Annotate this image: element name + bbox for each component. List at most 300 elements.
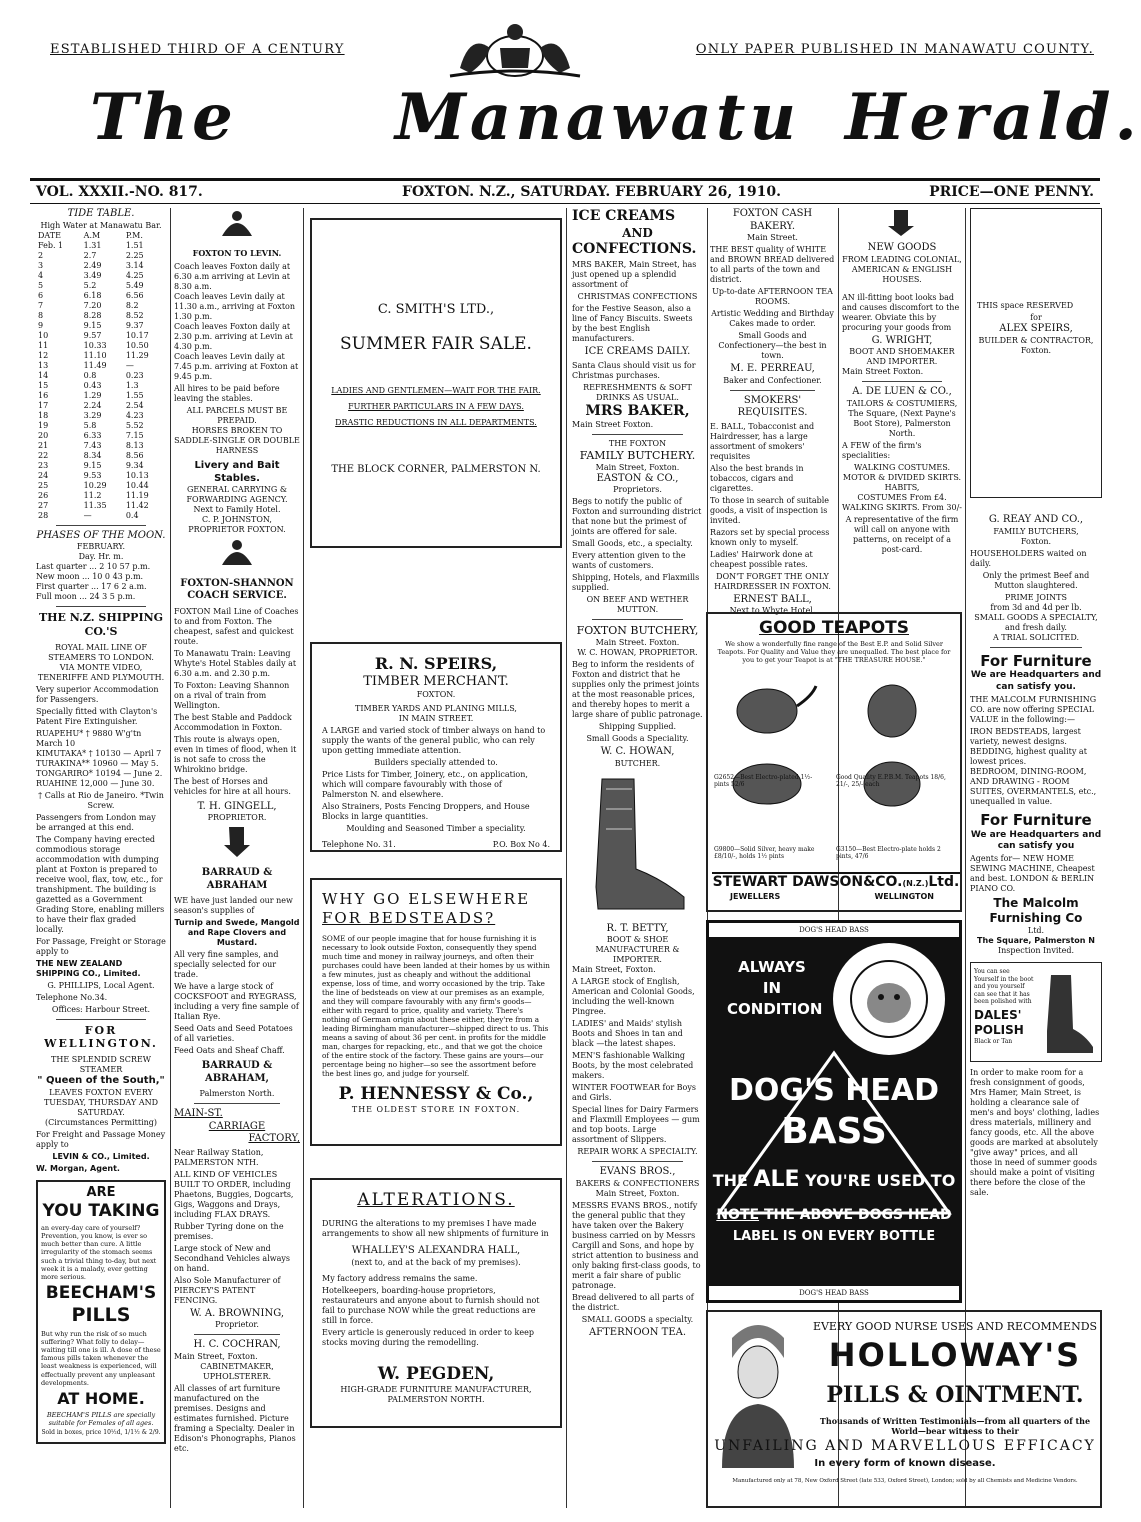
jewellers: JEWELLERS (730, 892, 781, 901)
tide-row (36, 321, 166, 331)
main-st: MAIN-ST. (174, 1108, 223, 1120)
livery-title: Livery and Bait Stables. (194, 460, 280, 484)
wright-name: G. WRIGHT, (871, 334, 933, 346)
shipping-telephone: Telephone No.34. (36, 992, 108, 1002)
steamer-list (36, 729, 166, 789)
tide-cell: 9.37 (125, 320, 144, 330)
why-elsewhere: WHY GO ELSEWHERE (322, 890, 531, 908)
deluen-item: WALKING SKIRTS. From 30/- (842, 502, 962, 512)
ice-creams-title (572, 208, 703, 226)
deluen-text: A FEW of the firm's specialities: (842, 440, 922, 460)
column-2 (174, 208, 300, 1513)
pegden-advert (310, 1178, 562, 1428)
cochran-addr: Main Street, Foxton. (174, 1351, 258, 1361)
steamer-row: RUAHINE 12,000 — June 30. (36, 778, 155, 788)
ball-name: ERNEST BALL, (733, 593, 812, 605)
family-butchery: FAMILY BUTCHERY. (579, 449, 696, 462)
parcels-notice: ALL PARCELS MUST BE PREPAID. (186, 406, 288, 426)
wright-address: Main Street Foxton. (842, 367, 924, 377)
speirs-role: TIMBER MERCHANT. (363, 674, 509, 689)
shipping-text: Passengers from London may be arranged at this end. (36, 812, 156, 832)
reay-text2: Only the primest Beef and Mutton slaughtered. (982, 570, 1090, 590)
tide-cell: 21 (38, 440, 49, 450)
shipping-text: Very superior Accommodation for Passengers. (36, 684, 159, 704)
tide-cell: 5.2 (83, 280, 97, 290)
tide-cell: 16 (38, 390, 49, 400)
steamer-row: TONGARIRO* 10194 — June 2. (36, 768, 163, 778)
tide-row (36, 261, 166, 271)
wellington-perm: (Circumstances Permitting) (44, 1117, 158, 1127)
betty-repair: REPAIR WORK A SPECIALTY. (577, 1147, 698, 1157)
tide-header-cell: A.M (83, 230, 101, 240)
tide-cell: 10.50 (125, 340, 149, 350)
tide-cell: 11.42 (125, 500, 149, 510)
steamer-row: RUAPEHU* † 9880 W'g'tn March 10 (36, 728, 142, 748)
reay-town: Foxton. (1020, 536, 1052, 546)
wright-text: AN ill-fitting boot looks bad and causes discomfort to the wearer. Obviate this by procuring your goods from (842, 292, 960, 332)
bass-ale: ALE (753, 1167, 800, 1192)
baker-text: MRS BAKER, Main Street, has just opened up a splendid assortment of (572, 260, 697, 289)
tide-row (36, 341, 166, 351)
tide-cell: 0.43 (83, 380, 102, 390)
holloway-every-kind: In every form of known disease. (814, 1458, 996, 1469)
always-in-condition (727, 957, 823, 1020)
deluen-item: HABITS, (884, 482, 920, 492)
smith-sale: SUMMER FAIR SALE. (340, 334, 532, 355)
royal-arms-icon (174, 208, 300, 240)
coach-text3: This route is always open, even in times of flood, when it is not safe to cross the Whirokino bridge. (174, 734, 297, 774)
levin-schedule-row: Coach leaves Foxton daily at 2.30 p.m. arriving at Levin at 4.30 p.m. (174, 322, 293, 352)
tide-cell: 1.31 (83, 240, 102, 250)
smith-address: THE BLOCK CORNER, PALMERSTON N. (331, 463, 541, 475)
baker-text2: for the Festive Season, also a line of Fancy Biscuits. Sweets by the best English manufacturers. (572, 304, 693, 343)
bass-in: IN (762, 979, 782, 997)
speirs-street: IN MAIN STREET. (398, 714, 474, 724)
tide-row (36, 291, 166, 301)
butchery-address: Main Street, Foxton. (595, 462, 680, 472)
shipping-agent-local: G. PHILLIPS, Local Agent. (47, 980, 155, 990)
beechams-advert (36, 1180, 166, 1444)
easton-text2: Small Goods, etc., a specialty. (572, 539, 693, 549)
alex-speirs-name: ALEX SPEIRS, (999, 323, 1073, 334)
wright-role: BOOT AND SHOEMAKER AND IMPORTER. (849, 347, 955, 367)
barraud-text2: All very fine samples, and specially selected for our trade. (174, 950, 279, 980)
alterations-text4: Every article is generously reduced in order to keep stocks moving during the remodelling. (322, 1327, 534, 1347)
confections-heading: CONFECTIONS. (572, 240, 697, 257)
tide-cell: 9.34 (125, 460, 144, 470)
tide-cell: 4.23 (125, 410, 144, 420)
beechams-home: AT HOME. (57, 1388, 145, 1408)
howan-shipping: Shipping Supplied. (598, 722, 677, 731)
tide-cell: 2.24 (83, 400, 102, 410)
alterations-text2: My factory address remains the same. (322, 1273, 478, 1283)
speirs-telephone: Telephone No. 31. (322, 840, 396, 850)
malcolm-square: The Square, Palmerston N (977, 936, 1095, 945)
the-ale (709, 1167, 959, 1192)
barraud-text: WE have just landed our new season's supplies of (174, 896, 293, 916)
malcolm-item: IRON BEDSTEADS, largest variety, newest designs. (970, 726, 1081, 746)
smith-company: C. SMITH'S LTD., (377, 302, 495, 317)
tide-cell: 8.56 (125, 450, 144, 460)
holloway-pills: PILLS & OINTMENT. (826, 1382, 1084, 1408)
trial-solicited: A TRIAL SOLICITED. (992, 632, 1080, 642)
howan-name: W. C. HOWAN, (600, 746, 675, 757)
column-3 (310, 208, 562, 1513)
tide-cell: 8.28 (83, 310, 102, 320)
moon-phase-row: New moon ... 10 0 43 p.m. (36, 572, 144, 581)
ice-creams-heading: ICE CREAMS (572, 208, 676, 224)
wellington-ship: " Queen of the South," (37, 1075, 165, 1086)
wellington-text: For Freight and Passage Money apply to (36, 1129, 166, 1149)
shipping-office: Offices: Harbour Street. (51, 1004, 151, 1014)
stewart-ltd: Ltd. (928, 874, 960, 890)
easton-text5: ON BEEF AND WETHER MUTTON. (586, 595, 689, 615)
title-word-the: The (90, 80, 237, 155)
moon-phase-row: Last quarter ... 2 10 57 p.m. (36, 562, 151, 571)
tide-cell: 17 (38, 400, 49, 410)
tide-row (36, 271, 166, 281)
royal-arms-icon (174, 535, 300, 569)
moon-phases-list (36, 562, 166, 602)
deluen-item: COSTUMES From £4. (857, 492, 947, 502)
bass-label: LABEL IS ON EVERY BOTTLE (732, 1229, 936, 1244)
tide-row (36, 451, 166, 461)
tide-cell: 9 (38, 320, 44, 330)
tide-cell: 7 (38, 300, 44, 310)
column-5 (710, 208, 835, 615)
betty-text4: WINTER FOOTWEAR for Boys and Girls. (572, 1083, 696, 1103)
holloway-maker: Manufactured only at 78, New Oxford Street (late 533, Oxford Street), London; sold by all Chemists and Medicine Vendors. (732, 1478, 1078, 1484)
pointing-hand-icon (842, 208, 962, 238)
why-text: SOME of our people imagine that for house furnishing it is necessary to look outside Foxton, consequently they spend much time and money in railway journeys, and often their purchases could have been landed at their homes by us within a few minutes, just as cheaply and without the additional expense, loss of time, and worry occasioned by the trip. Take the line of bedsteads on view at our premises as an example, and they will compare favourably with any firm's goods—either with regard to price, quality and variety. There's nothing of German origin about these either, they're from a leading Birmingham manufacturer—shipped direct to us. This means a saving of about 36 per cent. in profits for the middle man, charges for repacking, etc., and that we got the choice of the entire stock of the factory. These gains are yours—our percentage being no higher—so see the assortment before the best lines go, and judge for yourself. (322, 933, 550, 1078)
carrying-agency: GENERAL CARRYING & FORWARDING AGENCY. (186, 485, 288, 505)
shipping-text: Specially fitted with Clayton's Patent Fire Extinguisher. (36, 706, 158, 726)
deluen-role: TAILORS & COSTUMIERS, (846, 398, 958, 408)
and-heading: AND (622, 225, 653, 240)
tide-cell: 2.7 (83, 250, 97, 260)
shipping-text: For Passage, Freight or Storage apply to (36, 936, 166, 956)
speirs-town: FOXTON. (416, 690, 456, 700)
ball-text2: Also the best brands in tobaccos, cigars and cigarettes. (710, 463, 804, 493)
tide-cell: 3.49 (83, 270, 102, 280)
inspection-invited: Inspection Invited. (997, 946, 1075, 955)
tide-cell: 6.33 (83, 430, 102, 440)
smokers-title: SMOKERS' REQUISITES. (737, 394, 808, 418)
tide-header-cell: P.M. (125, 230, 143, 240)
tide-row (36, 491, 166, 501)
barraud-title: BARRAUD & ABRAHAM (201, 867, 273, 891)
alterations-hall2: (next to, and at the back of my premises). (351, 1257, 521, 1267)
gingell-name: T. H. GINGELL, (197, 800, 277, 812)
cash-bakery-text: THE BEST quality of WHITE and BROWN BREAD delivered to all parts of the town and district. (710, 245, 835, 284)
tide-cell: 6.56 (125, 290, 144, 300)
prime-price: from 3d and 4d per lb. (990, 602, 1082, 612)
rubber-text: Rubber Tyring done on the premises. (174, 1221, 284, 1241)
coach-train2: To Foxton: Leaving Shannon on a rival of train from Wellington. (174, 680, 290, 710)
tide-row (36, 501, 166, 511)
tide-cell: 10.13 (125, 470, 149, 480)
tide-cell: 10.33 (83, 340, 107, 350)
pointing-hand-icon (174, 823, 300, 859)
tide-cell: 2.25 (125, 250, 144, 260)
column-6 (842, 208, 962, 603)
issue-date: FOXTON. N.Z., SATURDAY. FEBRUARY 26, 1910. (402, 184, 781, 200)
speirs-name: R. N. SPEIRS, (374, 654, 498, 673)
tide-cell: 9.15 (83, 320, 102, 330)
ball-text5: Ladies' Hairwork done at cheapest possible rates. (710, 549, 813, 569)
stewart-firm: STEWART DAWSON&CO. (712, 874, 903, 890)
ball-address: Next to Whyte Hotel. (729, 606, 816, 615)
foxton-butchery: FOXTON BUTCHERY, (576, 624, 699, 638)
tide-cell: 11.49 (83, 360, 107, 370)
malcolm-text: THE MALCOLM FURNISHING CO. are now offering SPECIAL VALUE in the following:— (970, 694, 1097, 724)
levin-schedule (174, 262, 300, 382)
barraud-items: Turnip and Swede, Mangold and Rape Clovers and Mustard. (174, 918, 300, 948)
tide-cell: 7.15 (125, 430, 144, 440)
hamer-text: In order to make room for a fresh consignment of goods, Mrs Hamer, Main Street, is holding a clearance sale of men's and boys' clothing, ladies dress materials, millinery and fancy goods, etc. All the above goods are marked at absolutely "give away" prices, and all those in need of summer goods should make a point of visiting there before the close of the sale. (970, 1068, 1100, 1197)
for-bedsteads: FOR BEDSTEADS? (322, 908, 496, 927)
easton-text4: Shipping, Hotels, and Flaxmills supplied. (572, 573, 700, 593)
stewart-dawson (712, 872, 960, 890)
shipping-note: † Calls at Rio de Janeiro. *Twin Screw. (38, 790, 164, 810)
betty-text5: Special lines for Dairy Farmers and Flaxmill Employees — gum and top boots. Large assortment of Slippers. (572, 1105, 700, 1145)
tide-cell: 26 (38, 490, 49, 500)
shipping-agent: THE NEW ZEALAND SHIPPING CO., Limited. (36, 958, 141, 978)
note-line (709, 1207, 959, 1223)
beechams-foot: BEECHAM'S PILLS are specially suitable for Females of all ages. (46, 1410, 156, 1427)
tide-cell: 2.54 (125, 400, 144, 410)
bass-condition: CONDITION (727, 1000, 823, 1018)
tide-cell: 19 (38, 420, 49, 430)
perreau-name: M. E. PERREAU, (730, 363, 815, 374)
teapot-4-caption: G3150—Best Electro-plate holds 2 pints, 47/6 (836, 846, 941, 860)
reay-text: HOUSEHOLDERS waited on daily. (970, 548, 1087, 568)
beechams-text: an every-day care of yourself? Prevention, you know, is ever so much better than cure. A little irregularity of the stomach seems such a trivial thing to-day, but next week it is a malady, ever getting more serious. (41, 1224, 157, 1281)
tide-row (36, 431, 166, 441)
cochran-text: All classes of art furniture manufactured on the premises. Designs and estimates furnished. Picture framing a Specialty. Dealer in Edison's Phonographs, Pianos etc. (174, 1383, 296, 1453)
wellington: WELLINGTON (874, 892, 934, 901)
tide-cell: 22 (38, 450, 49, 460)
cash-bakery-cakes: Artistic Wedding and Birthday Cakes made to order. (711, 309, 834, 328)
easton-text3: Every attention given to the wants of customers. (572, 551, 686, 571)
moon-phase-row: Full moon ... 24 3 5 p.m. (36, 592, 136, 601)
teapots-text: We show a wonderfully fine range of the Best E.P. and Solid Silver Teapots. For Quality and Value they are unequalled. The best place for you to get your Teapot is at "THE TREASURE HOUSE." (717, 640, 951, 664)
foxton-butchery-address: Main Street. Foxton. (595, 638, 680, 647)
evans-text: MESSRS EVANS BROS., notify the general public that they have taken over the Bakery business carried on by Messrs Cargill and Sons, and hope by strict attention to business and only baking first-class goods, to merit a fair share of public patronage. (572, 1200, 701, 1290)
teapot-1-caption: G2652—Best Electro-plated 1½-pints 52/6 (714, 774, 813, 788)
coach-text2: The best Stable and Paddock Accommodation in Foxton. (174, 712, 292, 732)
tide-cell: Feb. 1 (38, 240, 64, 250)
moon-phase-row: First quarter ... 17 6 2 a.m. (36, 582, 147, 591)
barraud-text5: Feed Oats and Sheaf Chaff. (174, 1046, 285, 1056)
tide-cell: 10.17 (125, 330, 149, 340)
bass-border-bottom: DOG'S HEAD BASS (709, 1286, 959, 1300)
howan-proprietor: W. C. HOWAN, PROPRIETOR. (577, 648, 698, 657)
dales-name: DALES' POLISH (974, 1007, 1024, 1037)
tide-row (36, 241, 166, 251)
bass-used: YOU'RE USED TO (805, 1171, 956, 1190)
tide-cell: 25 (38, 480, 49, 490)
alterations-title: ALTERATIONS. (357, 1190, 515, 1210)
wellington-title: FOR WELLINGTON. (44, 1023, 158, 1051)
betty-text2: LADIES' and Maids' stylish Boots and Shoes in tan and black —the latest shapes. (572, 1019, 683, 1049)
column-rule (566, 208, 567, 1508)
betty-name: R. T. BETTY, (606, 922, 669, 934)
levin-schedule-row: Coach leaves Levin daily at 7.45 p.m. arriving at Foxton at 9.45 p.m. (174, 352, 299, 382)
tide-cell: 11.29 (125, 350, 149, 360)
wellington-agent: LEVIN & CO., Limited. (52, 1151, 150, 1161)
malcolm-name: The Malcolm Furnishing Co (989, 896, 1083, 925)
wellington-days: LEAVES FOXTON EVERY TUESDAY, THURSDAY AND SATURDAY. (43, 1087, 159, 1117)
tide-cell: 3 (38, 260, 44, 270)
tide-cell: 1.55 (125, 390, 144, 400)
tide-cell: 10.44 (125, 480, 149, 490)
tide-cell: 10.29 (83, 480, 107, 490)
levin-schedule-row: Coach leaves Levin daily at 11.30 a.m., arriving at Foxton 1.30 p.m. (174, 292, 295, 322)
column-rule (303, 208, 304, 1508)
tide-cell: 5 (38, 280, 44, 290)
tide-header-row (36, 231, 166, 241)
browning-role: Proprietor. (215, 1320, 259, 1330)
column-4 (572, 208, 703, 1513)
column-1 (36, 208, 166, 1513)
teapots-title: GOOD TEAPOTS (758, 618, 909, 638)
alex-speirs-town: Foxton. (1020, 345, 1052, 355)
stock-text: Large stock of New and Secondhand Vehicles always on hand. (174, 1243, 291, 1273)
wellington-sub: THE SPLENDID SCREW STEAMER (51, 1055, 151, 1074)
furniture-heading: For Furniture (980, 651, 1092, 670)
ball-text: E. BALL, Tobacconist and Hairdresser, has a large assortment of smokers' requisites (710, 421, 815, 461)
tide-cell: 5.8 (83, 420, 97, 430)
teapot-2-caption: Good Quality E.P.B.M. Teapots 18/6, 21/-, 25/- each (836, 774, 946, 788)
boot-icon (1041, 971, 1097, 1057)
only-paper-line: ONLY PAPER PUBLISHED IN MANAWATU COUNTY. (695, 42, 1094, 57)
tide-cell: 24 (38, 470, 49, 480)
tide-cell: 7.43 (83, 440, 102, 450)
easton-role: Proprietors. (613, 485, 662, 495)
tide-cell: 8.34 (83, 450, 102, 460)
speirs-box: P.O. Box No 4. (492, 840, 550, 850)
cash-bakery-title: FOXTON CASH BAKERY. (732, 208, 813, 232)
evans-text2: Bread delivered to all parts of the district. (572, 1292, 694, 1312)
space-for: for (1030, 313, 1042, 322)
christmas-confections: CHRISTMAS CONFECTIONS (577, 292, 698, 301)
tide-row (36, 411, 166, 421)
tide-cell: 20 (38, 430, 49, 440)
tide-cell: — (125, 360, 134, 370)
holloway-name: HOLLOWAY'S (828, 1336, 1082, 1374)
evans-tea: AFTERNOON TEA. (588, 1326, 687, 1338)
betty-text: A LARGE stock of English, American and Colonial Goods, including the well-known Pingree. (572, 977, 695, 1017)
bass-the: THE (712, 1171, 748, 1190)
easton-text: Begs to notify the public of Foxton and surrounding district that none but the primest of joints are offered for sale. (572, 497, 702, 537)
barraud-text4: Seed Oats and Seed Potatoes of all varieties. (174, 1024, 293, 1044)
tide-cell: 5.49 (125, 280, 144, 290)
tide-cell: 2.49 (83, 260, 102, 270)
tide-table-title: TIDE TABLE. (67, 208, 135, 219)
steamer-row: TURAKINA** 10960 — May 5. (36, 758, 159, 768)
shipping-subtitle: ROYAL MAIL LINE OF STEAMERS TO LONDON. (48, 642, 154, 662)
reay-role: FAMILY BUTCHERS, (993, 526, 1079, 536)
tide-cell: 9.57 (83, 330, 102, 340)
tide-cell: 1.51 (125, 240, 144, 250)
tide-row (36, 391, 166, 401)
headquarters-2: We are Headquarters and can satisfy you (970, 829, 1102, 851)
tide-row (36, 441, 166, 451)
levin-hire: All hires to be paid before leaving the stables. (174, 384, 280, 404)
smith-sale-advert (310, 218, 562, 548)
tide-cell: 1.29 (83, 390, 102, 400)
holloway-every: EVERY GOOD NURSE USES AND RECOMMENDS (812, 1320, 1098, 1333)
alex-speirs-role: BUILDER & CONTRACTOR, (978, 335, 1094, 345)
dales-polish-advert (970, 962, 1102, 1062)
cochran-name: H. C. COCHRAN, (193, 1339, 281, 1351)
shipping-title: THE N.Z. SHIPPING CO.'S (38, 611, 164, 638)
tide-cell: 27 (38, 500, 49, 510)
tide-cell: 8.2 (125, 300, 139, 310)
alterations-text: DURING the alterations to my premises I have made arrangements to show all new shipments of furniture in (322, 1219, 549, 1239)
near-station: Near Railway Station, PALMERSTON NTH. (174, 1147, 264, 1167)
bass-always: ALWAYS (738, 958, 806, 976)
gingell-role: PROPRIETOR. (207, 813, 267, 822)
boot-icon (572, 769, 703, 919)
piercey-text: Also Sole Manufacturer of PIERCEY'S PATENT FENCING. (174, 1275, 281, 1305)
space-reserved: THIS space RESERVED (977, 301, 1074, 310)
moon-month: FEBRUARY. (76, 542, 126, 551)
speirs-text2: Builders specially attended to. (374, 758, 498, 768)
ball-text3: To those in search of suitable goods, a visit of inspection is invited. (710, 495, 830, 525)
beechams-name: BEECHAM'S (45, 1282, 157, 1303)
bass-note: NOTE (716, 1207, 760, 1223)
tide-cell: 0.4 (125, 510, 139, 520)
wellington-agent2: W. Morgan, Agent. (36, 1163, 120, 1173)
bulldog-seal-icon (829, 939, 949, 1059)
tide-row (36, 461, 166, 471)
smith-line3: DRASTIC REDUCTIONS IN ALL DEPARTMENTS. (335, 417, 537, 427)
prime-joints: PRIME JOINTS (1005, 592, 1067, 602)
beechams-are: ARE (86, 1184, 116, 1200)
tide-cell: 1.3 (125, 380, 139, 390)
teapot-3-caption: G9800—Solid Silver, heavy make £8/10/-, holds 1½ pints (714, 846, 815, 860)
beechams-sold: Sold in boxes, price 10½d, 1/1½ & 2/9. (41, 1429, 161, 1436)
tide-cell: 13 (38, 360, 49, 370)
smith-line2: FURTHER PARTICULARS IN A FEW DAYS. (348, 401, 524, 411)
agents-text: Agents for— NEW HOME SEWING MACHINE, Cheapest and best. LONDON & BERLIN PIANO CO. (970, 854, 1095, 893)
tide-cell: 4 (38, 270, 44, 280)
malcolm-item: BEDROOM, DINING-ROOM, AND DRAWING - ROOM SUITES, OVERMANTELS, etc., unequalled in value. (970, 766, 1097, 806)
factory: FACTORY, (248, 1133, 300, 1145)
tide-cell: 6.18 (83, 290, 102, 300)
column-rule (170, 208, 171, 1508)
tide-cell: 9.15 (83, 460, 102, 470)
title-word-herald: Herald. (845, 80, 1141, 155)
speirs-text3: Price Lists for Timber, Joinery, etc., on application, which will compare favourably with those of Palmerston N. and elsewhere. (322, 770, 528, 800)
tide-cell: 8.52 (125, 310, 144, 320)
cash-bakery-small: Small Goods and Confectionery—the best in town. (718, 331, 827, 360)
tide-row (36, 471, 166, 481)
headquarters: We are Headquarters and can satisfy you. (970, 670, 1102, 692)
levin-title: FOXTON TO LEVIN. (192, 248, 282, 259)
tide-cell: 10 (38, 330, 49, 340)
coach-train1: To Manawatu Train: Leaving Whyte's Hotel Stables daily at 6.30 a.m. and 2.30 p.m. (174, 648, 297, 678)
coat-of-arms-icon (440, 18, 590, 80)
tide-cell: 7.20 (83, 300, 102, 310)
bass-word: BASS (781, 1111, 887, 1152)
moon-title: PHASES OF THE MOON. (36, 529, 166, 541)
tide-row (36, 251, 166, 261)
tide-cell: 11 (38, 340, 49, 350)
established-line: ESTABLISHED THIRD OF A CENTURY (50, 42, 345, 57)
